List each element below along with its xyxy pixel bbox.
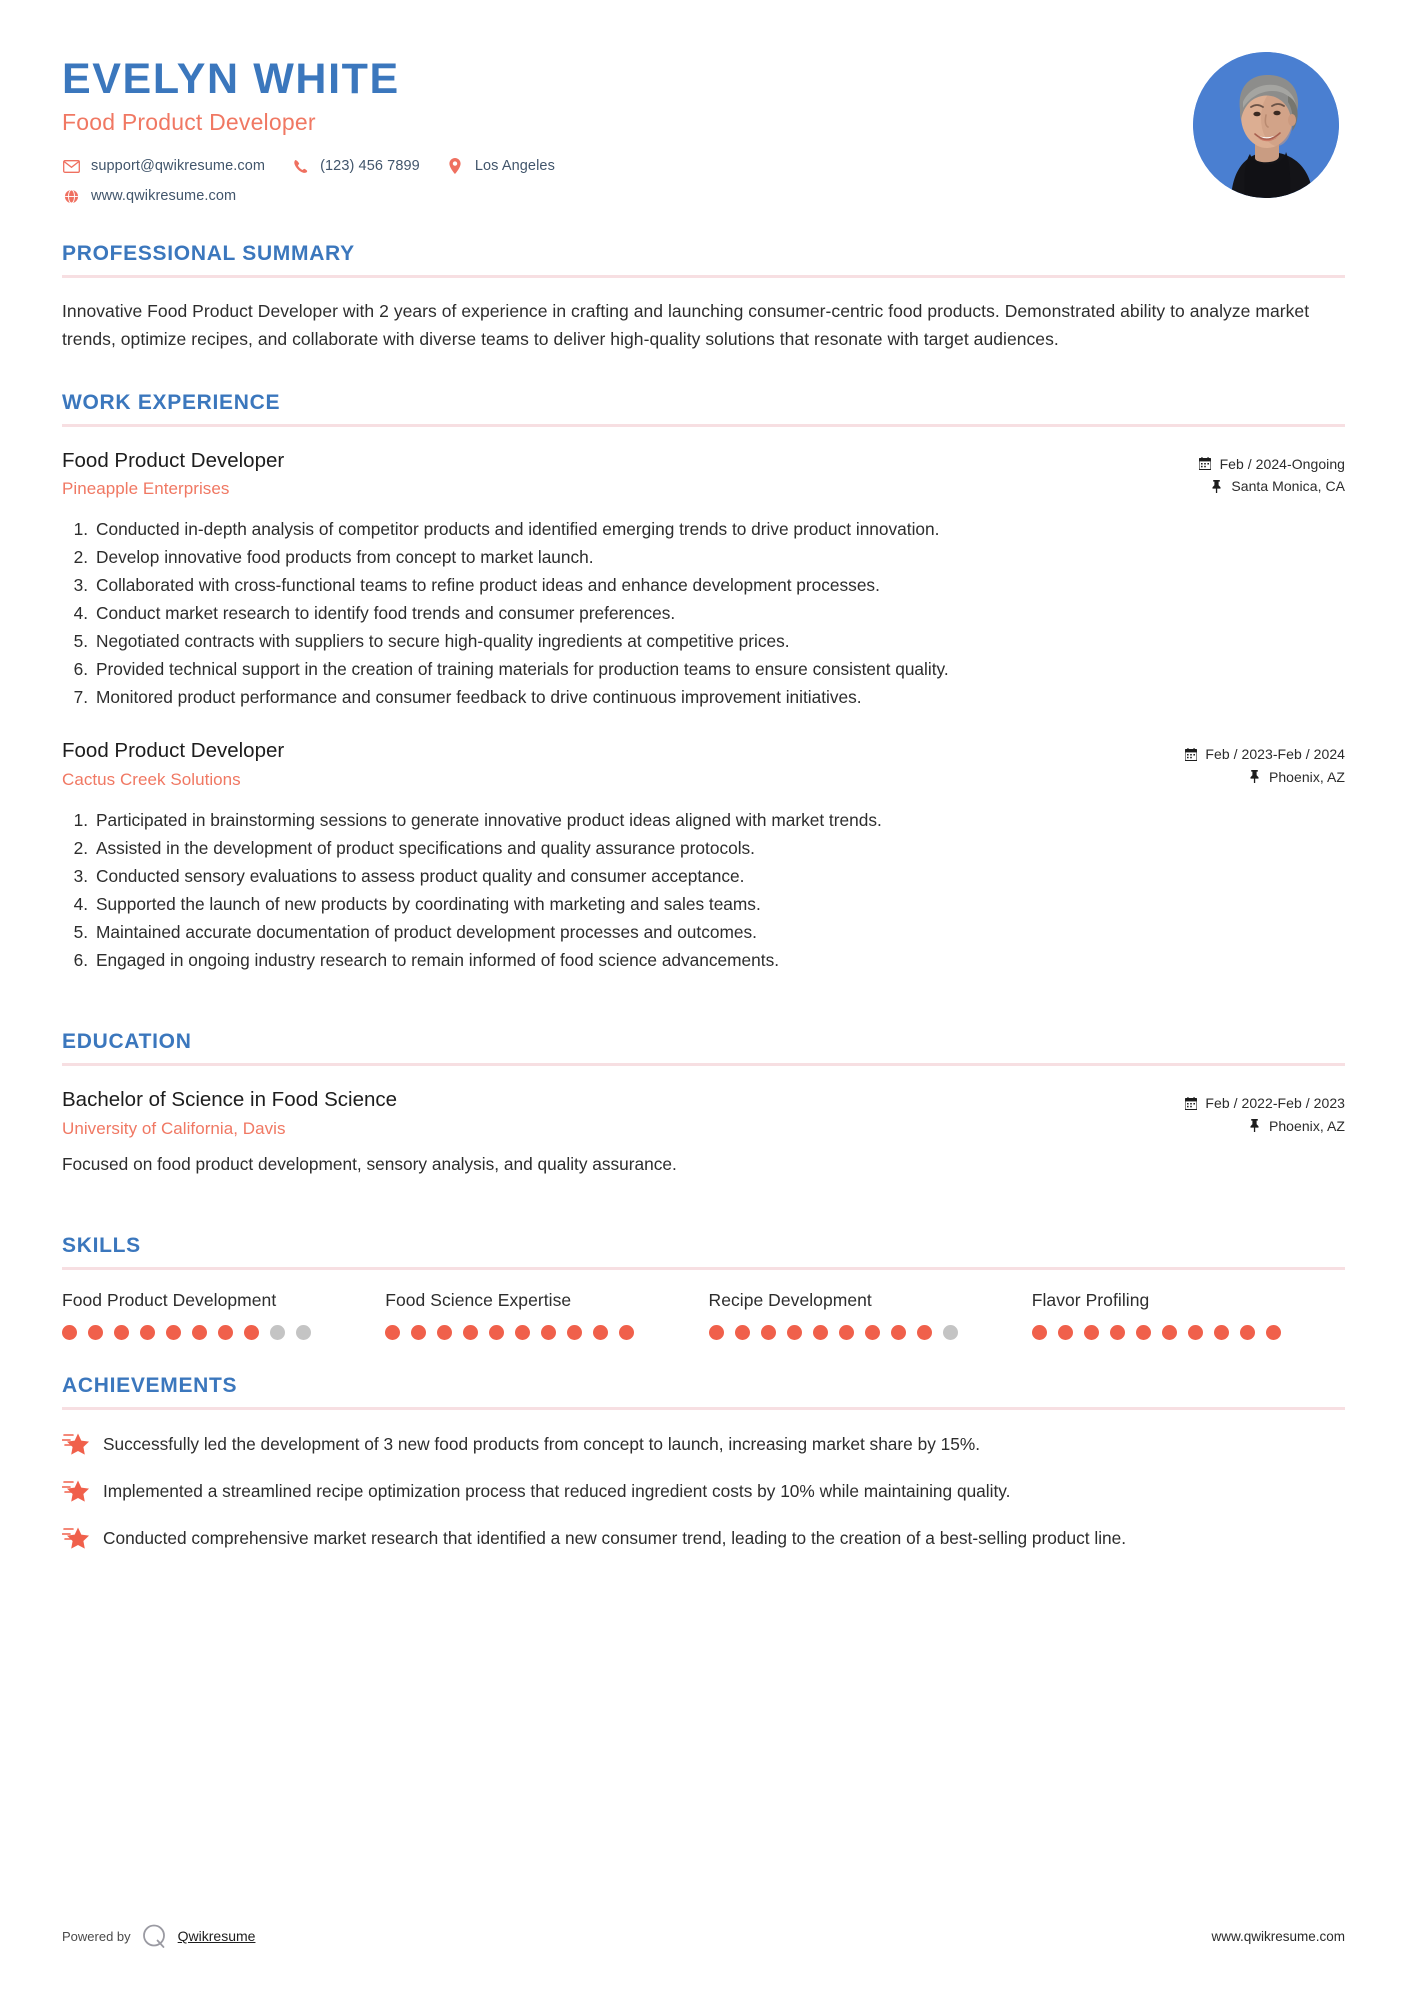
education-date xyxy=(1183,1092,1345,1114)
achievement-item xyxy=(62,1477,1345,1505)
skill-dot-empty xyxy=(270,1325,285,1340)
education-description: Focused on food product development, sensory analysis, and quality assurance. xyxy=(62,1153,677,1174)
bullet-text: Conducted in-depth analysis of competitor products and identified emerging trends to drive product innovation. xyxy=(96,519,940,540)
bullet-text: Maintained accurate documentation of product development processes and outcomes. xyxy=(96,922,757,943)
avatar xyxy=(1193,52,1339,198)
contact-location-label: Los Angeles xyxy=(474,158,555,175)
education-entry xyxy=(62,1086,1345,1178)
section-title-education: EDUCATION xyxy=(62,1030,192,1054)
list-item: 7. Monitored product performance and consumer feedback to drive continuous improvement initiatives. xyxy=(62,683,1345,711)
work-company: Pineapple Enterprises xyxy=(62,479,230,499)
skill-dot-filled xyxy=(515,1325,530,1340)
phone-icon xyxy=(291,158,309,174)
work-location-label: Santa Monica, CA xyxy=(1231,478,1345,495)
skill-dot-filled xyxy=(1266,1325,1281,1340)
skill-dot-filled xyxy=(593,1325,608,1340)
list-item: 3. Collaborated with cross-functional teams to refine product ideas and enhance development processes. xyxy=(62,571,1345,599)
achievements-list xyxy=(62,1430,1345,1552)
education-school: University of California, Davis xyxy=(62,1118,286,1138)
bullet-text: Monitored product performance and consumer feedback to drive continuous improvement initiatives. xyxy=(96,687,862,708)
contact-website[interactable] xyxy=(62,188,236,204)
skill-dot-filled xyxy=(1162,1325,1177,1340)
skill-rating-dots xyxy=(385,1325,698,1340)
section-title-skills: SKILLS xyxy=(62,1234,141,1258)
bullet-text: Collaborated with cross-functional teams to refine product ideas and enhance development processes. xyxy=(96,575,880,596)
skill-dot-filled xyxy=(619,1325,634,1340)
bullet-text: Provided technical support in the creation of training materials for production teams to ensure consistent quality. xyxy=(96,659,949,680)
pushpin-icon xyxy=(1209,480,1224,493)
list-item: 5. Negotiated contracts with suppliers to secure high-quality ingredients at competitive prices. xyxy=(62,627,1345,655)
section-divider xyxy=(62,275,1345,278)
skill-item xyxy=(709,1290,1022,1340)
work-location-label: Phoenix, AZ xyxy=(1268,768,1345,785)
work-entry xyxy=(62,737,1345,974)
contact-info xyxy=(62,158,1193,204)
work-entry-left xyxy=(62,737,1183,792)
list-item: 2. Assisted in the development of product specifications and quality assurance protocols. xyxy=(62,834,1345,862)
skill-item xyxy=(1032,1290,1345,1340)
achievement-text: Implemented a streamlined recipe optimization process that reduced ingredient costs by 10% while maintaining quality. xyxy=(103,1481,1011,1502)
skill-dot-filled xyxy=(411,1325,426,1340)
work-entry-header xyxy=(62,447,1345,502)
education-entry-meta xyxy=(1183,1086,1345,1137)
skill-dot-filled xyxy=(1240,1325,1255,1340)
education-entry-header xyxy=(62,1086,1345,1141)
skill-dot-filled xyxy=(813,1325,828,1340)
skill-dot-filled xyxy=(114,1325,129,1340)
skill-name: Food Product Development xyxy=(62,1290,277,1311)
education-location xyxy=(1183,1115,1345,1137)
skill-dot-filled xyxy=(865,1325,880,1340)
skill-dot-filled xyxy=(787,1325,802,1340)
spacer xyxy=(62,1000,1345,1030)
education-location-label: Phoenix, AZ xyxy=(1268,1117,1345,1134)
list-item: 4. Supported the launch of new products by coordinating with marketing and sales teams. xyxy=(62,890,1345,918)
summary-text: Innovative Food Product Developer with 2 years of experience in crafting and launching consumer-centric food products. Demonstrated ability to analyze market trends, optimize recipes, and collaborate with diverse teams to deliver high-quality solutions that resonate with target audiences. xyxy=(62,301,1310,349)
calendar-icon xyxy=(1183,748,1198,761)
skill-name: Flavor Profiling xyxy=(1031,1290,1150,1311)
bullet-text: Engaged in ongoing industry research to remain informed of food science advancements. xyxy=(96,950,780,971)
section-title-achievements: ACHIEVEMENTS xyxy=(62,1374,238,1398)
skill-dot-filled xyxy=(218,1325,233,1340)
powered-by-label: Powered by xyxy=(62,1928,131,1944)
resume-header xyxy=(62,52,1345,204)
skill-dot-filled xyxy=(437,1325,452,1340)
skill-name: Recipe Development xyxy=(708,1290,872,1311)
page-title: EVELYN WHITE xyxy=(62,55,400,103)
section-education xyxy=(62,1030,1345,1178)
education-degree: Bachelor of Science in Food Science xyxy=(62,1088,398,1112)
star-badge-icon xyxy=(62,1479,92,1505)
achievement-item xyxy=(62,1524,1345,1552)
globe-icon xyxy=(62,188,80,204)
skill-dot-filled xyxy=(541,1325,556,1340)
spacer xyxy=(62,1204,1345,1234)
section-divider xyxy=(62,1063,1345,1066)
calendar-icon xyxy=(1183,1097,1198,1110)
list-item: 3. Conducted sensory evaluations to assess product quality and consumer acceptance. xyxy=(62,862,1345,890)
bullet-text: Conducted sensory evaluations to assess product quality and consumer acceptance. xyxy=(96,866,745,887)
skill-dot-filled xyxy=(166,1325,181,1340)
envelope-icon xyxy=(62,158,80,174)
contact-website-label: www.qwikresume.com xyxy=(91,188,237,205)
achievement-text: Conducted comprehensive market research that identified a new consumer trend, leading to the creation of a best-selling product line. xyxy=(103,1528,1127,1549)
skill-dot-filled xyxy=(1058,1325,1073,1340)
calendar-icon xyxy=(1198,457,1213,470)
contact-row-secondary xyxy=(62,188,1193,204)
contact-location xyxy=(446,158,555,174)
skill-dot-filled xyxy=(1188,1325,1203,1340)
list-item: 6. Engaged in ongoing industry research to remain informed of food science advancements. xyxy=(62,946,1345,974)
education-entry-left xyxy=(62,1086,1183,1141)
work-date xyxy=(1183,743,1345,765)
skill-dot-filled xyxy=(761,1325,776,1340)
achievement-item xyxy=(62,1430,1345,1458)
skill-dot-empty xyxy=(296,1325,311,1340)
contact-row-primary xyxy=(62,158,1193,174)
bullet-text: Participated in brainstorming sessions to generate innovative product ideas aligned with market trends. xyxy=(96,810,882,831)
footer-website: www.qwikresume.com xyxy=(1211,1928,1345,1944)
list-item: 1. Participated in brainstorming sessions to generate innovative product ideas aligned with market trends. xyxy=(62,806,1345,834)
skill-dot-filled xyxy=(385,1325,400,1340)
skill-name: Food Science Expertise xyxy=(385,1290,572,1311)
skill-dot-filled xyxy=(567,1325,582,1340)
skill-dot-filled xyxy=(62,1325,77,1340)
section-title-summary: PROFESSIONAL SUMMARY xyxy=(62,242,355,266)
header-left xyxy=(62,52,1193,204)
work-company: Cactus Creek Solutions xyxy=(62,770,241,790)
skill-dot-filled xyxy=(1214,1325,1229,1340)
list-item: 6. Provided technical support in the creation of training materials for production teams to ensure consistent quality. xyxy=(62,655,1345,683)
pushpin-icon xyxy=(1247,1119,1262,1132)
qwikresume-link[interactable]: Qwikresume xyxy=(177,1928,256,1944)
work-bullets xyxy=(62,806,1345,974)
skill-dot-filled xyxy=(1136,1325,1151,1340)
work-location xyxy=(1198,475,1345,497)
section-divider xyxy=(62,1407,1345,1410)
work-entry-left xyxy=(62,447,1198,502)
bullet-text: Conduct market research to identify food trends and consumer preferences. xyxy=(96,603,676,624)
contact-email-label: support@qwikresume.com xyxy=(91,158,266,175)
map-pin-icon xyxy=(446,158,464,174)
skill-dot-empty xyxy=(943,1325,958,1340)
work-entry xyxy=(62,447,1345,712)
skill-rating-dots xyxy=(1032,1325,1345,1340)
skill-dot-filled xyxy=(88,1325,103,1340)
skill-item xyxy=(62,1290,375,1340)
skill-rating-dots xyxy=(62,1325,375,1340)
bullet-text: Negotiated contracts with suppliers to secure high-quality ingredients at competitive prices. xyxy=(96,631,790,652)
section-achievements xyxy=(62,1374,1345,1552)
skill-rating-dots xyxy=(709,1325,1022,1340)
work-date-label: Feb / 2024-Ongoing xyxy=(1219,455,1345,472)
avatar-image xyxy=(1193,52,1339,198)
qwikresume-logo-icon xyxy=(141,1922,169,1950)
contact-phone-label: (123) 456 7899 xyxy=(320,158,420,175)
skill-dot-filled xyxy=(140,1325,155,1340)
contact-email[interactable] xyxy=(62,158,265,174)
contact-phone[interactable] xyxy=(291,158,420,174)
skill-dot-filled xyxy=(917,1325,932,1340)
skill-dot-filled xyxy=(244,1325,259,1340)
education-date-label: Feb / 2022-Feb / 2023 xyxy=(1205,1095,1345,1112)
section-divider xyxy=(62,424,1345,427)
skill-dot-filled xyxy=(709,1325,724,1340)
bullet-text: Assisted in the development of product specifications and quality assurance protocols. xyxy=(96,838,755,859)
section-work-experience xyxy=(62,391,1345,974)
bullet-text: Develop innovative food products from concept to market launch. xyxy=(96,547,594,568)
work-entry-meta xyxy=(1183,737,1345,788)
skill-dot-filled xyxy=(839,1325,854,1340)
job-title: Food Product Developer xyxy=(62,109,316,136)
section-divider xyxy=(62,1267,1345,1270)
skill-dot-filled xyxy=(192,1325,207,1340)
work-role: Food Product Developer xyxy=(62,448,285,472)
footer-branding xyxy=(62,1922,255,1950)
list-item: 1. Conducted in-depth analysis of competitor products and identified emerging trends to drive product innovation. xyxy=(62,515,1345,543)
achievement-text: Successfully led the development of 3 new food products from concept to launch, increasing market share by 15%. xyxy=(103,1434,981,1455)
skill-dot-filled xyxy=(891,1325,906,1340)
section-professional-summary xyxy=(62,242,1345,352)
skill-item xyxy=(385,1290,698,1340)
skills-grid xyxy=(62,1290,1345,1340)
skill-dot-filled xyxy=(489,1325,504,1340)
skill-dot-filled xyxy=(1084,1325,1099,1340)
skill-dot-filled xyxy=(1032,1325,1047,1340)
page-footer xyxy=(62,1922,1345,1950)
bullet-text: Supported the launch of new products by coordinating with marketing and sales teams. xyxy=(96,894,761,915)
list-item: 2. Develop innovative food products from concept to market launch. xyxy=(62,543,1345,571)
skill-dot-filled xyxy=(1110,1325,1125,1340)
star-badge-icon xyxy=(62,1432,92,1458)
work-entry-header xyxy=(62,737,1345,792)
skill-dot-filled xyxy=(463,1325,478,1340)
skill-dot-filled xyxy=(735,1325,750,1340)
section-skills xyxy=(62,1234,1345,1340)
work-location xyxy=(1183,766,1345,788)
list-item: 5. Maintained accurate documentation of product development processes and outcomes. xyxy=(62,918,1345,946)
work-date xyxy=(1198,453,1345,475)
list-item: 4. Conduct market research to identify food trends and consumer preferences. xyxy=(62,599,1345,627)
star-badge-icon xyxy=(62,1526,92,1552)
work-entry-meta xyxy=(1198,447,1345,498)
work-bullets xyxy=(62,515,1345,711)
work-date-label: Feb / 2023-Feb / 2024 xyxy=(1205,746,1345,763)
section-title-work: WORK EXPERIENCE xyxy=(62,390,281,414)
work-role: Food Product Developer xyxy=(62,739,285,763)
pushpin-icon xyxy=(1247,770,1262,783)
